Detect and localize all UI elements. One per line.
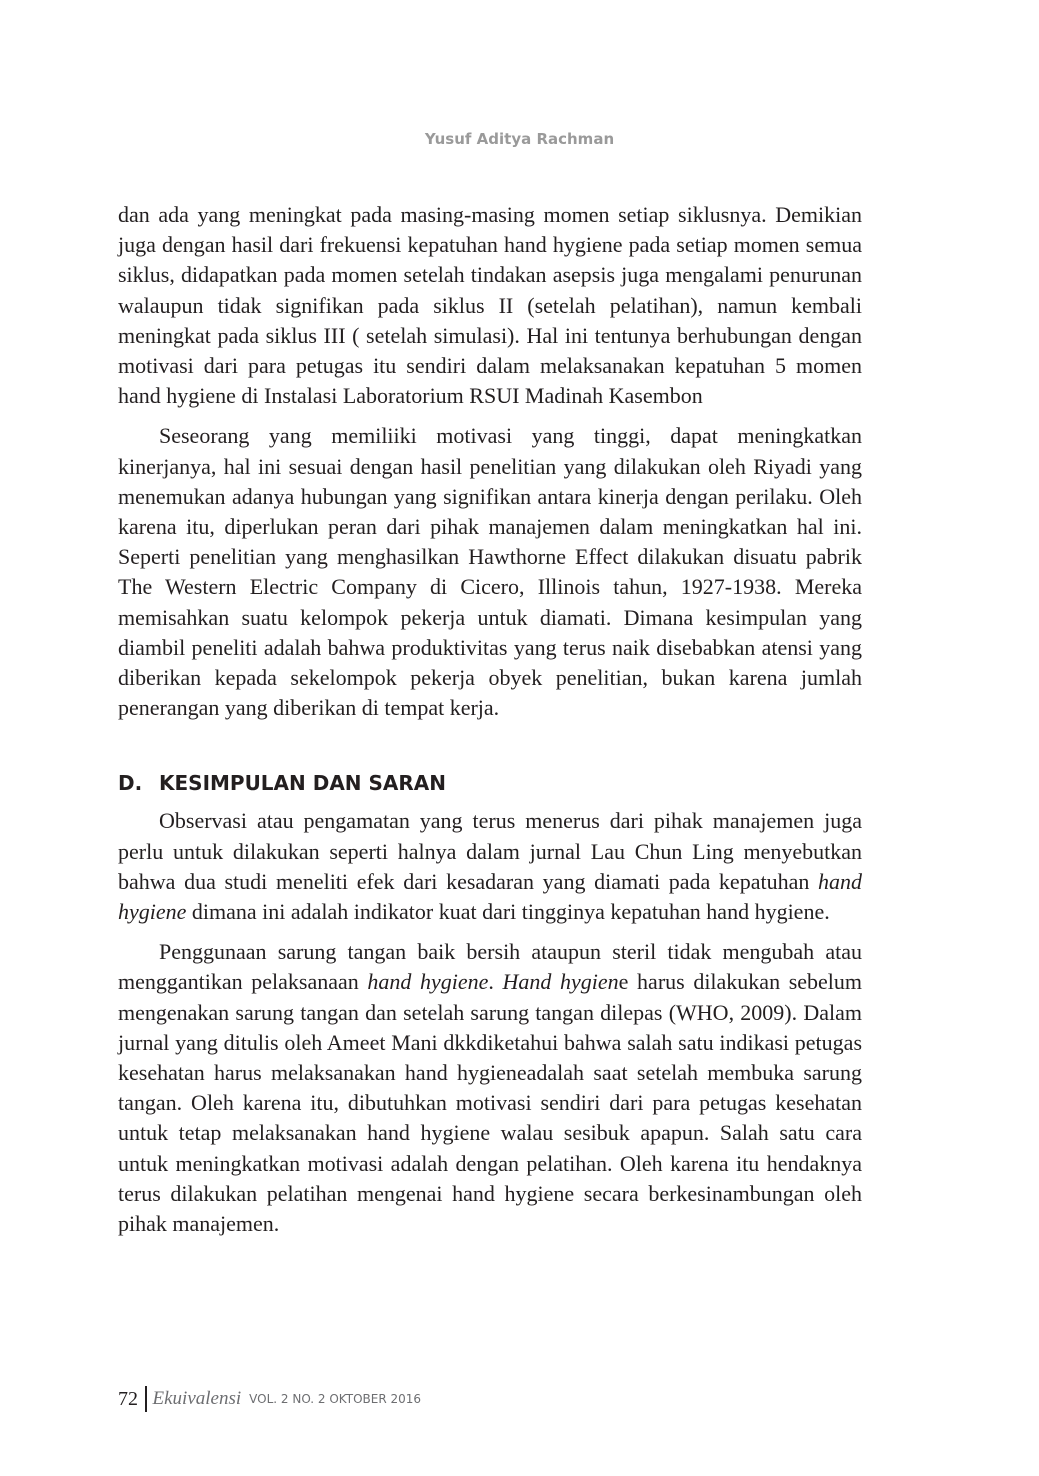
section-title: KESIMPULAN DAN SARAN	[159, 771, 447, 796]
paragraph-3-text-a: Observasi atau pengamatan yang terus menerus dari pihak manajemen juga perlu untuk dilakukan seperti halnya dalam jurnal Lau Chun Ling menyebutkan bahwa dua studi meneliti efek dari kesadaran yang diamati pada kepatuhan	[118, 808, 862, 894]
paragraph-4-text-b: .	[488, 969, 503, 995]
paragraph-3-italic: hand hygiene	[118, 868, 862, 925]
paragraph-4-text-a: Penggunaan sarung tangan baik bersih ataupun steril tidak mengubah atau menggantikan pelaksanaan	[118, 939, 862, 995]
page-footer	[118, 1384, 421, 1414]
footer-divider	[145, 1386, 147, 1412]
issue-info: VOL. 2 NO. 2 OKTOBER 2016	[249, 1392, 422, 1406]
paragraph-3	[118, 806, 862, 927]
paragraph-4-text-c: e harus dilakukan sebelum mengenakan sarung tangan dan setelah sarung tangan dilepas (WHO, 2009). Dalam jurnal yang ditulis oleh Ameet Mani dkkdiketahui bahwa salah satu indikasi petugas kesehatan harus melaksanakan hand hygieneadalah saat setelah membuka sarung tangan. Oleh karena itu, dibutuhkan motivasi sendiri dari para petugas kesehatan untuk tetap melaksanakan hand hygiene walau sesibuk apapun. Salah satu cara untuk meningkatkan motivasi adalah dengan pelatihan. Oleh karena itu hendaknya terus dilakukan pelatihan mengenai hand hygiene secara berkesinambungan oleh pihak manajemen.	[118, 969, 863, 1237]
running-head-author: Yusuf Aditya Rachman	[424, 130, 615, 148]
section-label: D.	[118, 771, 143, 796]
paragraph-4	[118, 937, 862, 1239]
paragraph-4-italic-b: Hand hygien	[502, 969, 619, 995]
journal-name: Ekuivalensi	[152, 1388, 242, 1409]
section-heading	[118, 768, 862, 798]
paragraph-3-text-b: dimana ini adalah indikator kuat dari tingginya kepatuhan hand hygiene.	[186, 899, 830, 925]
paragraph-1: dan ada yang meningkat pada masing-masing momen setiap siklusnya. Demikian juga dengan hasil dari frekuensi kepatuhan hand hygiene pada setiap momen semua siklus, didapatkan pada momen setelah tindakan asepsis juga mengalami penurunan walaupun tidak signifikan pada siklus II (setelah pelatihan), namun kembali meningkat pada siklus III ( setelah simulasi). Hal ini tentunya berhubungan dengan motivasi dari para petugas itu sendiri dalam melaksanakan kepatuhan 5 momen hand hygiene di Instalasi Laboratorium RSUI Madinah Kasembon	[118, 202, 862, 409]
paragraph-4-italic-a: hand hygiene	[367, 969, 489, 995]
article-body	[118, 200, 862, 1249]
page-number: 72	[118, 1387, 138, 1410]
paragraph-2: Seseorang yang memiliiki motivasi yang tinggi, dapat meningkatkan kinerjanya, hal ini sesuai dengan hasil penelitian yang dilakukan oleh Riyadi yang menemukan adanya hubungan yang signifikan antara kinerja dengan perilaku. Oleh karena itu, diperlukan peran dari pihak manajemen dalam meningkatkan hal ini. Seperti penelitian yang menghasilkan Hawthorne Effect dilakukan disuatu pabrik The Western Electric Company di Cicero, Illinois tahun, 1927-1938. Mereka memisahkan suatu kelompok pekerja untuk diamati. Dimana kesimpulan yang diambil peneliti adalah bahwa produktivitas yang terus naik disebabkan atensi yang diberikan kepada sekelompok pekerja obyek penelitian, bukan karena jumlah penerangan yang diberikan di tempat kerja.	[118, 423, 862, 721]
